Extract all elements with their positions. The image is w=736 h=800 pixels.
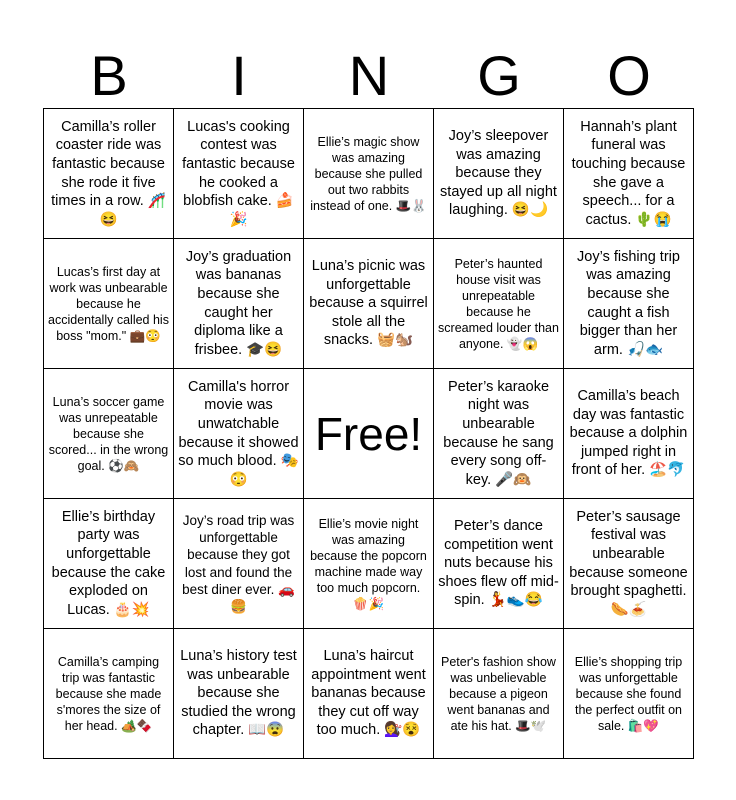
bingo-cell[interactable]: Camilla’s camping trip was fantastic because she made s'mores the size of her head. 🏕️🍫 bbox=[44, 629, 174, 759]
bingo-cell[interactable]: Luna’s haircut appointment went bananas because they cut off way too much. 💇‍♀️😵 bbox=[304, 629, 434, 759]
bingo-cell[interactable]: Camilla’s beach day was fantastic because a dolphin jumped right in front of her. 🏖️🐬 bbox=[564, 369, 694, 499]
bingo-cell[interactable]: Peter's fashion show was unbelievable because a pigeon went bananas and ate his hat. 🎩🕊️ bbox=[434, 629, 564, 759]
header-letter-b: B bbox=[90, 44, 128, 107]
bingo-header bbox=[44, 44, 694, 108]
grid-row bbox=[44, 499, 694, 629]
grid-row bbox=[44, 239, 694, 369]
bingo-cell[interactable]: Camilla’s roller coaster ride was fantastic because she rode it five times in a row. 🎢😆 bbox=[44, 109, 174, 239]
free-space-cell[interactable]: Free! bbox=[304, 369, 434, 499]
grid-row bbox=[44, 369, 694, 499]
header-letter-g: G bbox=[477, 44, 521, 107]
bingo-cell[interactable]: Ellie’s birthday party was unforgettable because the cake exploded on Lucas. 🎂💥 bbox=[44, 499, 174, 629]
bingo-grid bbox=[43, 108, 694, 759]
bingo-cell[interactable]: Camilla's horror movie was unwatchable because it showed so much blood. 🎭😳 bbox=[174, 369, 304, 499]
bingo-cell[interactable]: Luna’s soccer game was unrepeatable because she scored... in the wrong goal. ⚽🙈 bbox=[44, 369, 174, 499]
bingo-cell[interactable]: Ellie’s shopping trip was unforgettable because she found the perfect outfit on sale. 🛍️💖 bbox=[564, 629, 694, 759]
grid-row bbox=[44, 109, 694, 239]
header-letter-o: O bbox=[607, 44, 651, 107]
bingo-cell[interactable]: Peter’s dance competition went nuts because his shoes flew off mid-spin. 💃👟😂 bbox=[434, 499, 564, 629]
bingo-cell[interactable]: Joy’s road trip was unforgettable because they got lost and found the best diner ever. 🚗🍔 bbox=[174, 499, 304, 629]
grid-row bbox=[44, 629, 694, 759]
bingo-cell[interactable]: Lucas’s first day at work was unbearable because he accidentally called his boss "mom." 💼😳 bbox=[44, 239, 174, 369]
bingo-cell[interactable]: Luna’s history test was unbearable because she studied the wrong chapter. 📖😨 bbox=[174, 629, 304, 759]
bingo-cell[interactable]: Peter’s haunted house visit was unrepeatable because he screamed louder than anyone. 👻😱 bbox=[434, 239, 564, 369]
bingo-cell[interactable]: Peter’s sausage festival was unbearable because someone brought spaghetti. 🌭🍝 bbox=[564, 499, 694, 629]
bingo-cell[interactable]: Luna’s picnic was unforgettable because a squirrel stole all the snacks. 🧺🐿️ bbox=[304, 239, 434, 369]
bingo-cell[interactable]: Ellie’s movie night was amazing because the popcorn machine made way too much popcorn. 🍿🎉 bbox=[304, 499, 434, 629]
bingo-cell[interactable]: Ellie’s magic show was amazing because she pulled out two rabbits instead of one. 🎩🐰 bbox=[304, 109, 434, 239]
bingo-cell[interactable]: Joy’s sleepover was amazing because they stayed up all night laughing. 😆🌙 bbox=[434, 109, 564, 239]
header-letter-i: I bbox=[231, 44, 247, 107]
header-letter-n: N bbox=[348, 44, 390, 107]
bingo-cell[interactable]: Joy’s fishing trip was amazing because she caught a fish bigger than her arm. 🎣🐟 bbox=[564, 239, 694, 369]
bingo-cell[interactable]: Peter’s karaoke night was unbearable because he sang every song off-key. 🎤🙉 bbox=[434, 369, 564, 499]
bingo-cell[interactable]: Lucas's cooking contest was fantastic because he cooked a blobfish cake. 🍰🎉 bbox=[174, 109, 304, 239]
bingo-cell[interactable]: Hannah’s plant funeral was touching because she gave a speech... for a cactus. 🌵😭 bbox=[564, 109, 694, 239]
bingo-cell[interactable]: Joy’s graduation was bananas because she caught her diploma like a frisbee. 🎓😆 bbox=[174, 239, 304, 369]
